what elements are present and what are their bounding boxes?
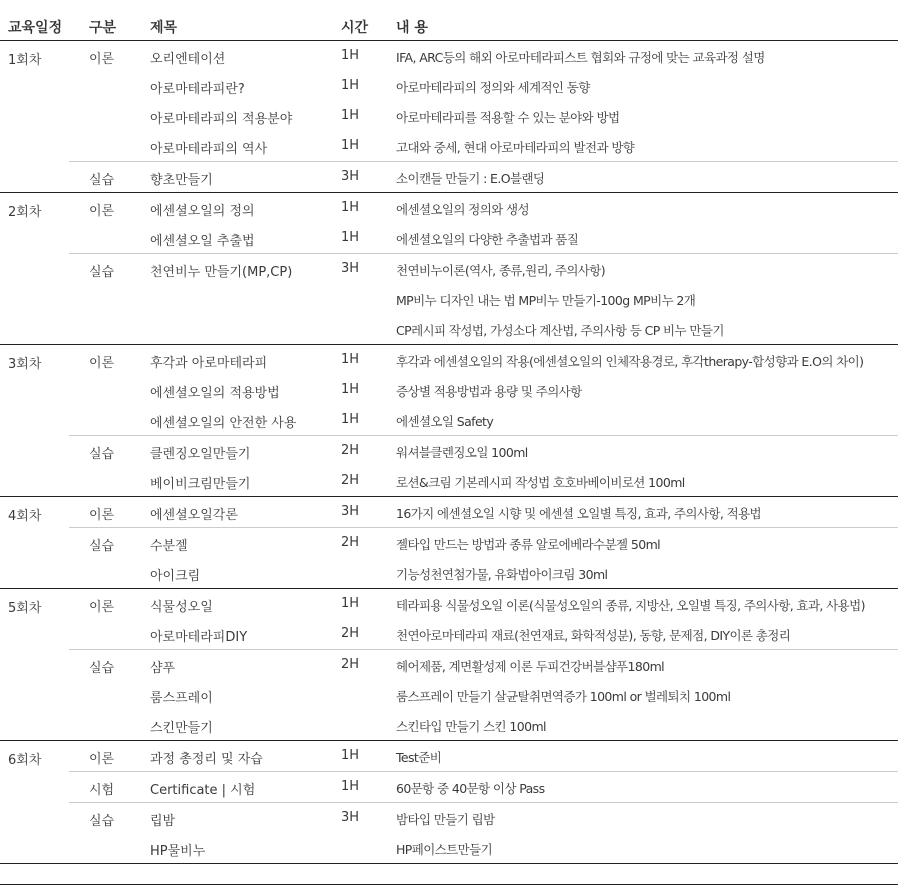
- table-row: [69, 405, 898, 435]
- time-cell: 3H: [341, 810, 360, 825]
- category-cell: 실습: [89, 447, 115, 462]
- time-cell: 1H: [341, 230, 360, 245]
- time-cell: 1H: [341, 138, 360, 153]
- table-body: [0, 41, 898, 864]
- time-cell: 1H: [341, 779, 360, 794]
- table-row: [69, 650, 898, 680]
- content-cell: 룸스프레이 만들기 살균탈취면역증가 100ml or 벌레퇴치 100ml: [396, 689, 731, 704]
- title-cell: 천연비누 만들기(MP,CP): [150, 265, 293, 280]
- time-cell: 1H: [341, 200, 360, 215]
- title-cell: 에센셜오일의 안전한 사용: [150, 416, 297, 431]
- time-cell: 2H: [341, 535, 360, 550]
- category-block: [69, 802, 898, 863]
- category-cell: 시험: [89, 783, 115, 798]
- category-cell: 이론: [89, 356, 115, 371]
- table-row: [69, 436, 898, 466]
- table-row: [69, 345, 898, 375]
- session-group: [0, 589, 898, 741]
- category-block: [69, 435, 898, 496]
- table-row: [69, 803, 898, 833]
- table-row: [69, 741, 898, 771]
- content-cell: 에센셜오일의 다양한 추출법과 품질: [396, 232, 579, 247]
- title-cell: 립밤: [150, 814, 176, 829]
- category-cell: 이론: [89, 752, 115, 767]
- category-cell: 이론: [89, 204, 115, 219]
- table-row: [69, 162, 898, 192]
- category-cell: 이론: [89, 52, 115, 67]
- table-row: [69, 41, 898, 71]
- title-cell: 과정 총정리 및 자습: [150, 752, 263, 767]
- category-block: [69, 741, 898, 771]
- content-cell: 에센셜오일의 정의와 생성: [396, 202, 529, 217]
- title-cell: HP물비누: [150, 844, 206, 859]
- content-cell: 후각과 에센셜오일의 작용(에센셜오일의 인체작용경로, 후각therapy-합성향과 E.O의 차이): [396, 354, 864, 369]
- table-row: [69, 101, 898, 131]
- time-cell: 1H: [341, 382, 360, 397]
- category-block: [69, 345, 898, 435]
- category-cell: 실습: [89, 814, 115, 829]
- header-session: 교육일정: [8, 20, 63, 36]
- category-cell: 이론: [89, 600, 115, 615]
- table-row: [69, 528, 898, 558]
- title-cell: 스킨만들기: [150, 721, 213, 736]
- content-cell: 헤어제품, 계면활성제 이론 두피건강버블샴푸180ml: [396, 659, 665, 674]
- content-cell: 소이캔들 만들기 : E.O블랜딩: [396, 171, 545, 186]
- title-cell: 향초만들기: [150, 173, 213, 188]
- table-row: [69, 375, 898, 405]
- time-cell: 1H: [341, 108, 360, 123]
- content-cell: 천연아로마테라피 재료(천연재료, 화학적성분), 동향, 문제점, DIY이론 총정리: [396, 628, 791, 643]
- session-group: [0, 497, 898, 589]
- content-cell: 60문항 중 40문항 이상 Pass: [396, 781, 545, 796]
- session-label: 3회차: [8, 357, 42, 372]
- table-row: [69, 680, 898, 710]
- content-cell: 워셔블클렌징오일 100ml: [396, 445, 528, 460]
- category-cell: 실습: [89, 173, 115, 188]
- time-cell: 1H: [341, 748, 360, 763]
- table-row: [69, 193, 898, 223]
- table-row: [69, 71, 898, 101]
- title-cell: 아로마테라피의 역사: [150, 142, 268, 157]
- title-cell: 후각과 아로마테라피: [150, 356, 268, 371]
- title-cell: 에센셜오일각론: [150, 508, 238, 523]
- table-row: [69, 558, 898, 588]
- time-cell: 2H: [341, 657, 360, 672]
- title-cell: 아로마테라피의 적용분야: [150, 112, 293, 127]
- content-cell: 천연비누이론(역사, 종류,원리, 주의사항): [396, 263, 606, 278]
- category-block: [69, 497, 898, 527]
- content-cell: CP레시피 작성법, 가성소다 계산법, 주의사항 등 CP 비누 만들기: [396, 323, 724, 338]
- table-row: [69, 710, 898, 740]
- title-cell: 수분젤: [150, 539, 188, 554]
- content-cell: Test준비: [396, 750, 442, 765]
- content-cell: 로션&크림 기본레시피 작성법 호호바베이비로션 100ml: [396, 475, 685, 490]
- title-cell: 오리엔테이션: [150, 52, 226, 67]
- table-row: [69, 223, 898, 253]
- content-cell: IFA, ARC등의 해외 아로마테라피스트 협회와 규정에 맞는 교육과정 설명: [396, 50, 765, 65]
- table-row: [69, 833, 898, 863]
- category-block: [69, 253, 898, 344]
- session-label: 1회차: [8, 53, 42, 68]
- category-cell: 실습: [89, 661, 115, 676]
- content-cell: 기능성천연첨가물, 유화법아이크림 30ml: [396, 567, 608, 582]
- header-title: 제목: [150, 20, 178, 36]
- category-cell: 실습: [89, 539, 115, 554]
- category-block: [69, 41, 898, 161]
- session-label: 2회차: [8, 205, 42, 220]
- session-group: [0, 41, 898, 193]
- header-category: 구분: [89, 20, 117, 36]
- table-row: [69, 589, 898, 619]
- category-block: [69, 649, 898, 740]
- session-label: 4회차: [8, 509, 42, 524]
- content-cell: 밤타입 만들기 립밤: [396, 812, 495, 827]
- title-cell: 에센셜오일 추출법: [150, 234, 255, 249]
- time-cell: 1H: [341, 78, 360, 93]
- time-cell: 1H: [341, 412, 360, 427]
- content-cell: MP비누 디자인 내는 법 MP비누 만들기-100g MP비누 2개: [396, 293, 696, 308]
- table-row: [69, 131, 898, 161]
- time-cell: 3H: [341, 261, 360, 276]
- table-header: [0, 0, 898, 41]
- title-cell: 에센셜오일의 정의: [150, 204, 255, 219]
- content-cell: HP페이스트만들기: [396, 842, 493, 857]
- content-cell: 16가지 에센셜오일 시향 및 에센셜 오일별 특징, 효과, 주의사항, 적용법: [396, 506, 762, 521]
- header-content: 내 용: [396, 20, 428, 36]
- time-cell: 1H: [341, 352, 360, 367]
- table-row: [69, 619, 898, 649]
- category-cell: 실습: [89, 265, 115, 280]
- time-cell: 3H: [341, 504, 360, 519]
- title-cell: 아로마테라피란?: [150, 82, 245, 97]
- session-group: [0, 193, 898, 345]
- content-cell: 아로마테라피의 정의와 세계적인 동향: [396, 80, 590, 95]
- header-time: 시간: [341, 20, 369, 36]
- category-block: [69, 193, 898, 253]
- table-row: [69, 772, 898, 802]
- content-cell: 에센셜오일 Safety: [396, 414, 494, 429]
- time-cell: 1H: [341, 48, 360, 63]
- table-row: [69, 314, 898, 344]
- session-label: 6회차: [8, 753, 42, 768]
- title-cell: 식물성오일: [150, 600, 213, 615]
- title-cell: 아로마테라피DIY: [150, 630, 248, 645]
- table-row: [69, 254, 898, 284]
- content-cell: 스킨타입 만들기 스킨 100ml: [396, 719, 546, 734]
- time-cell: 2H: [341, 473, 360, 488]
- title-cell: 아이크림: [150, 569, 201, 584]
- session-label: 5회차: [8, 601, 42, 616]
- title-cell: 클렌징오일만들기: [150, 447, 251, 462]
- table-row: [69, 284, 898, 314]
- title-cell: 에센셜오일의 적용방법: [150, 386, 280, 401]
- time-cell: 3H: [341, 169, 360, 184]
- content-cell: 고대와 중세, 현대 아로마테라피의 발전과 방향: [396, 140, 635, 155]
- table-row: [69, 466, 898, 496]
- category-block: [69, 771, 898, 802]
- content-cell: 젤타입 만드는 방법과 종류 알로에베라수분젤 50ml: [396, 537, 661, 552]
- category-block: [69, 527, 898, 588]
- time-cell: 1H: [341, 596, 360, 611]
- title-cell: 베이비크림만들기: [150, 477, 251, 492]
- time-cell: 2H: [341, 626, 360, 641]
- title-cell: 샴푸: [150, 661, 176, 676]
- title-cell: 룸스프레이: [150, 691, 213, 706]
- content-cell: 테라피용 식물성오일 이론(식물성오일의 종류, 지방산, 오일별 특징, 주의사항, 효과, 사용법): [396, 598, 865, 613]
- category-block: [69, 589, 898, 649]
- time-cell: 2H: [341, 443, 360, 458]
- session-group: [0, 345, 898, 497]
- category-block: [69, 161, 898, 192]
- category-cell: 이론: [89, 508, 115, 523]
- table-row: [69, 497, 898, 527]
- content-cell: 아로마테라피를 적용할 수 있는 분야와 방법: [396, 110, 620, 125]
- session-group: [0, 741, 898, 864]
- content-cell: 증상별 적용방법과 용량 및 주의사항: [396, 384, 582, 399]
- title-cell: Certificate | 시험: [150, 783, 256, 798]
